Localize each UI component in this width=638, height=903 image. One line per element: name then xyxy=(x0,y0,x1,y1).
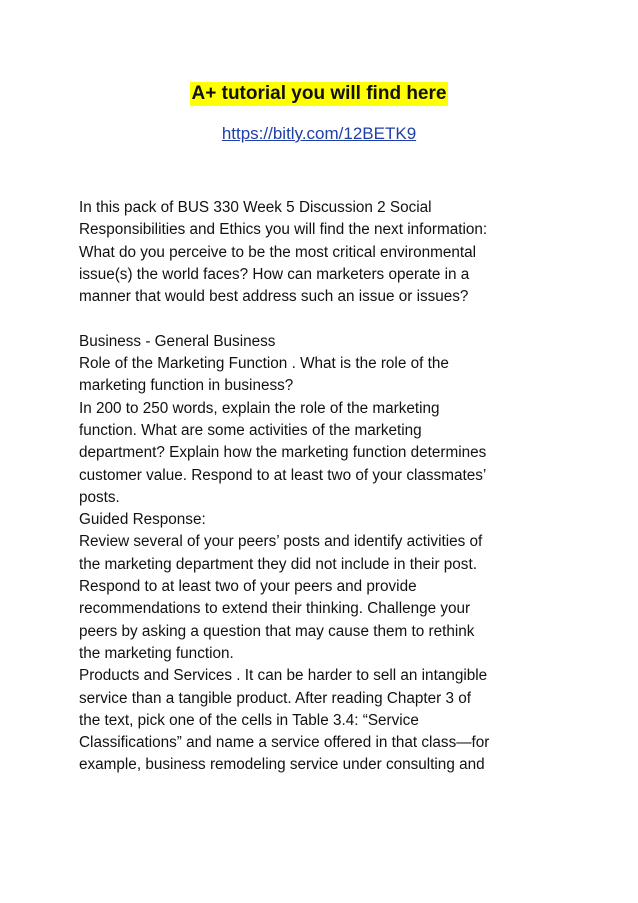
text-line: the text, pick one of the cells in Table 3.4: “Service xyxy=(79,711,419,729)
text-line: manner that would best address such an issue or issues? xyxy=(79,288,469,306)
tutorial-link[interactable]: https://bitly.com/12BETK9 xyxy=(221,124,417,143)
text-line: Role of the Marketing Function . What is the role of the xyxy=(79,355,449,373)
text-line: Respond to at least two of your peers and provide xyxy=(79,578,417,596)
page-title: A+ tutorial you will find here xyxy=(191,83,447,104)
text-line: Responsibilities and Ethics you will find the next information: xyxy=(79,221,488,239)
text-line: posts. xyxy=(79,488,120,506)
text-line: the marketing function. xyxy=(79,644,234,662)
text-line: Guided Response: xyxy=(79,511,206,529)
text-line: issue(s) the world faces? How can marketers operate in a xyxy=(79,265,470,283)
document-body xyxy=(79,197,579,777)
text-line: service than a tangible product. After reading Chapter 3 of xyxy=(79,689,472,707)
text-line: In this pack of BUS 330 Week 5 Discussion 2 Social xyxy=(79,199,432,216)
text-line: Business - General Business xyxy=(79,332,276,350)
text-line: Review several of your peers’ posts and identify activities of xyxy=(79,533,483,551)
text-line: department? Explain how the marketing function determines xyxy=(79,444,487,462)
text-line: What do you perceive to be the most critical environmental xyxy=(79,243,477,261)
title-container xyxy=(0,82,638,106)
text-line: customer value. Respond to at least two of your classmates’ xyxy=(79,466,487,484)
intro-paragraph xyxy=(79,197,579,308)
text-line: peers by asking a question that may cause them to rethink xyxy=(79,622,475,640)
text-line: example, business remodeling service under consulting and xyxy=(79,756,485,774)
main-paragraph xyxy=(79,331,579,777)
text-line: function. What are some activities of the marketing xyxy=(79,421,422,439)
link-container xyxy=(0,123,638,145)
text-line: marketing function in business? xyxy=(79,377,294,395)
text-line: In 200 to 250 words, explain the role of the marketing xyxy=(79,399,440,417)
paragraph-spacer xyxy=(79,308,579,330)
text-line: recommendations to extend their thinking. Challenge your xyxy=(79,600,471,618)
text-line: Classifications” and name a service offered in that class—for xyxy=(79,734,490,752)
text-line: Products and Services . It can be harder to sell an intangible xyxy=(79,667,488,685)
text-line: the marketing department they did not include in their post. xyxy=(79,555,477,573)
